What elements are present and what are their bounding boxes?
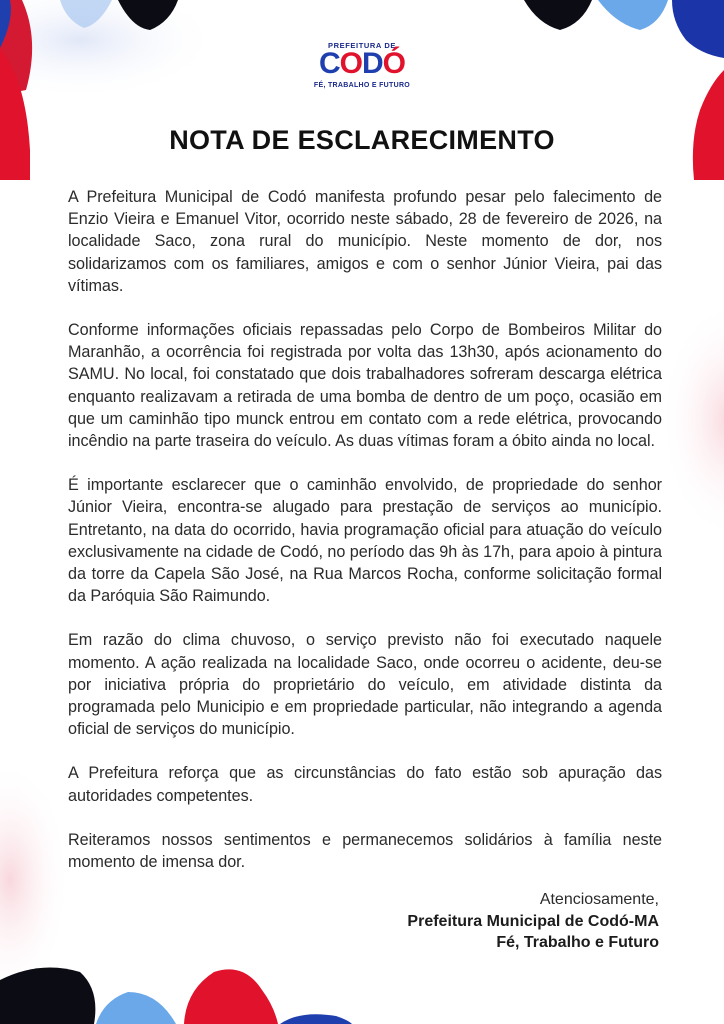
bottom-left-lightblue-shape <box>96 992 176 1024</box>
logo-letter: O <box>339 47 362 80</box>
haze-right <box>660 300 724 540</box>
haze-left-top <box>0 0 220 100</box>
paragraph-incident: Conforme informações oficiais repassadas pelo Corpo de Bombeiros Militar do Maranhão, a ocorrência foi registrada por volta das 13h30, após acionamento do SAMU. No local, foi constatado que dois trabalhadores sofreram descarga elétrica enquanto realizavam a retirada de uma bomba de dentro de um poço, ocasião em que um caminhão tipo munck entrou em contato com a rede elétrica, provocando incêndio na parte traseira do veículo. As duas vítimas foram a óbito ainda no local. <box>68 321 662 451</box>
logo-top-text: PREFEITURA DE <box>328 41 396 50</box>
bottom-left-red-shape <box>184 969 278 1024</box>
organization-motto: Fé, Trabalho e Futuro <box>496 934 659 951</box>
paragraph-closing-sentiment: Reiteramos nossos sentimentos e permanecemos solidários à família neste momento de imensa dor. <box>68 830 662 872</box>
paragraph-weather: Em razão do clima chuvoso, o serviço previsto não foi executado naquele momento. A ação realizada na localidade Saco, onde ocorreu o acidente, deu-se por iniciativa própria do proprietário do veículo, em atividade distinta da programada pelo Municipio e em propriedade particular, não integrando a agenda oficial de serviços do município. <box>68 631 662 739</box>
salutation: Atenciosamente, <box>539 891 659 908</box>
bottom-left-black-shape <box>0 968 95 1024</box>
logo-letter: D <box>362 47 383 80</box>
paragraph-truck-rental: É importante esclarecer que o caminhão envolvido, de propriedade do senhor Júnior Vieira, encontra-se alugado para prestação de serviços ao município. Entretanto, na data do ocorrido, havia programação oficial para atuação do veículo exclusivamente na cidade de Codó, no período das 9h às 17h, para apoio à pintura da torre da Capela São José, na Rua Marcos Rocha, conforme solicitação formal da Paróquia São Raimundo. <box>68 476 662 606</box>
logo-letter: C <box>318 47 340 80</box>
paragraph-condolences: A Prefeitura Municipal de Codó manifesta profundo pesar pelo falecimento de Enzio Vieira e Emanuel Vitor, ocorrido neste sábado, 28 de fevereiro de 2026, na localidade Saco, zona rural do município. Neste momento de dor, nos solidarizamos com os familiares, amigos e com o senhor Júnior Vieira, pai das vítimas. <box>68 188 662 295</box>
logo-wordmark <box>304 49 420 79</box>
logo-slogan: FÉ, TRABALHO E FUTURO <box>313 82 411 89</box>
note-body <box>68 186 662 895</box>
bottom-left-blue-shape <box>280 1014 352 1024</box>
haze-left-bottom <box>0 760 70 1000</box>
top-right-blue-shape <box>672 0 724 58</box>
paragraph-investigation: A Prefeitura reforça que as circunstâncias do fato estão sob apuração das autoridades competentes. <box>68 764 662 805</box>
prefeitura-logo <box>304 41 420 99</box>
top-right-lightblue-shape <box>598 0 668 30</box>
logo-letter: Ó <box>382 47 406 80</box>
organization-name: Prefeitura Municipal de Codó-MA <box>407 912 659 930</box>
signature-block <box>407 889 659 954</box>
top-right-black-shape <box>524 0 592 30</box>
page-title: NOTA DE ESCLARECIMENTO <box>169 125 555 155</box>
